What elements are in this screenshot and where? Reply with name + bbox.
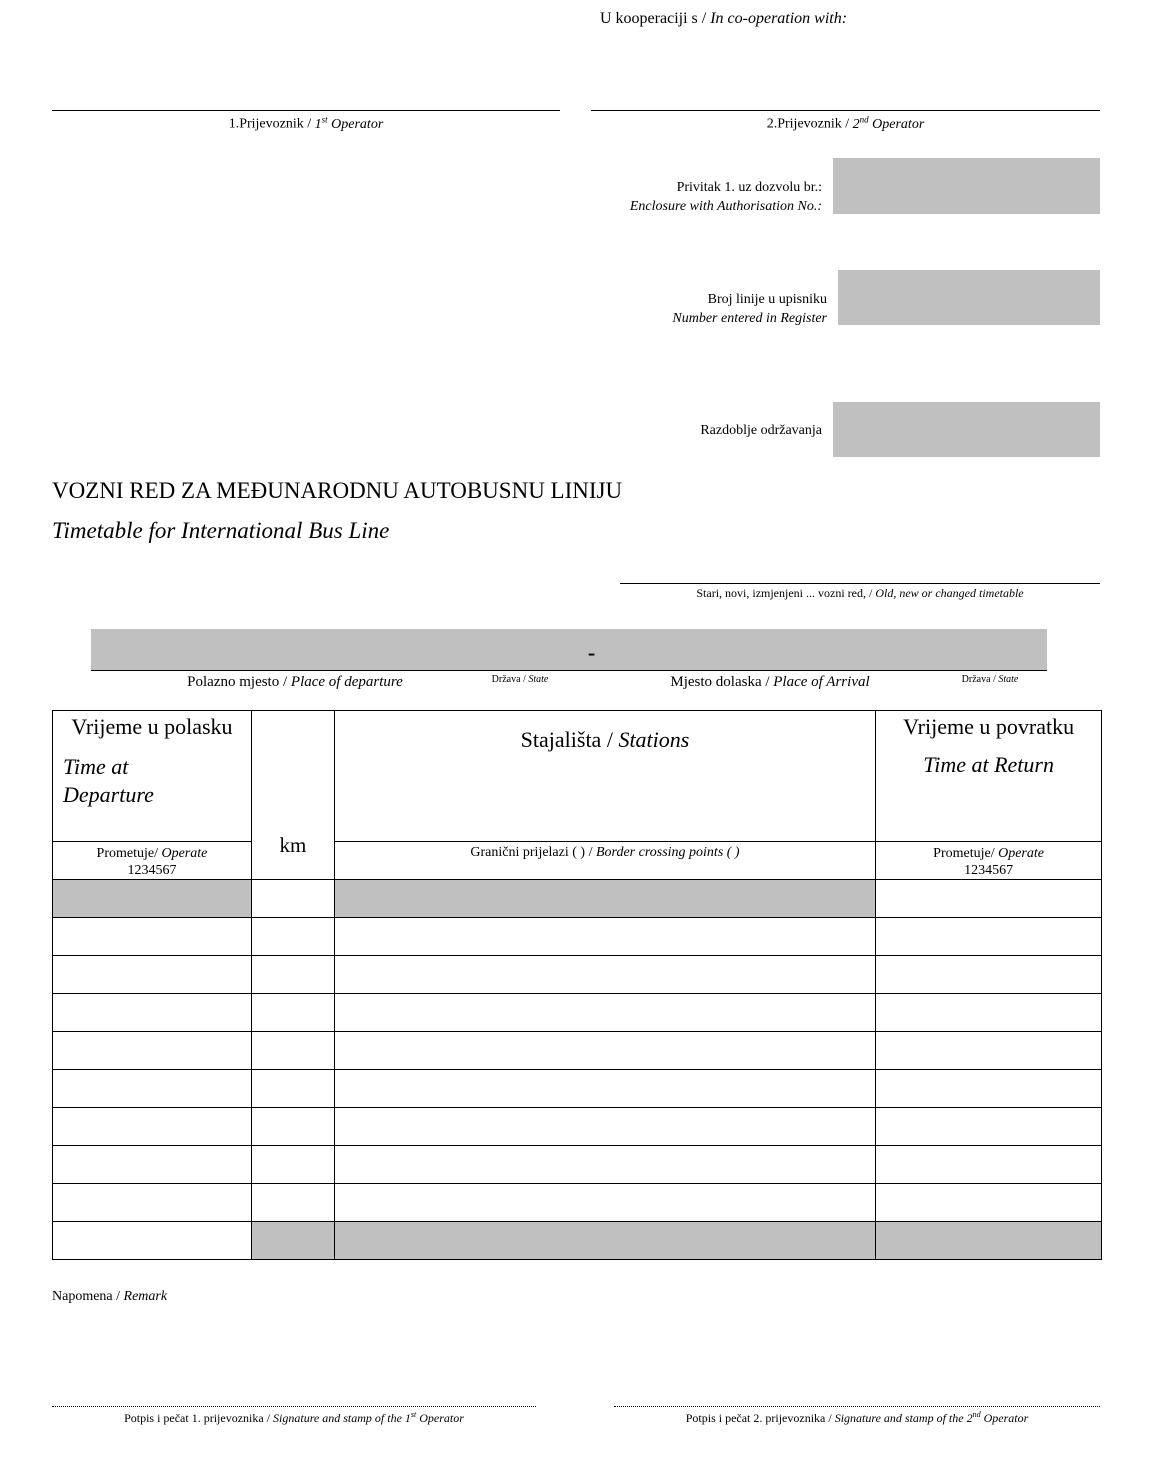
register-hr: Broj linije u upisniku xyxy=(707,292,827,307)
arrival-input[interactable] xyxy=(609,629,1047,670)
s1-en-b: Operator xyxy=(416,1411,464,1425)
departure-time-cell[interactable] xyxy=(53,956,252,994)
operator1-line xyxy=(52,110,560,111)
return-header xyxy=(876,711,1102,842)
station-cell[interactable] xyxy=(334,956,875,994)
return-time-cell[interactable] xyxy=(876,1108,1102,1146)
station-cell[interactable] xyxy=(334,1222,875,1260)
page-title: VOZNI RED ZA MEĐUNARODNU AUTOBUSNU LINIJU xyxy=(52,478,623,503)
state1-caption xyxy=(470,674,570,685)
op1-num: 1 xyxy=(314,116,322,132)
s2-en: Signature and stamp of the 2 xyxy=(834,1411,973,1425)
dep-header-en: Time at Departure xyxy=(63,754,154,807)
st2-hr: Država / xyxy=(961,674,999,685)
arrival-caption xyxy=(625,674,915,691)
st1-hr: Država / xyxy=(491,674,529,685)
remark-label xyxy=(52,1289,167,1305)
table-row xyxy=(53,1184,1102,1222)
enclosure-en: Enclosure with Authorisation No.: xyxy=(629,199,822,214)
header-row xyxy=(53,711,1102,842)
op2-days: 1234567 xyxy=(964,863,1014,878)
operator2-line xyxy=(591,110,1100,111)
departure-time-cell[interactable] xyxy=(53,1184,252,1222)
km-header: km xyxy=(251,711,334,880)
timetable-table xyxy=(52,710,1102,1260)
stations-hr: Stajališta / xyxy=(520,727,619,752)
signature2-line[interactable] xyxy=(614,1406,1100,1407)
op2-en: Operator xyxy=(868,116,925,132)
state2-caption xyxy=(940,674,1040,685)
departure-input[interactable] xyxy=(91,629,574,670)
operator2-caption xyxy=(591,114,1100,133)
page-subtitle: Timetable for International Bus Line xyxy=(52,518,390,543)
dep-header-hr: Vrijeme u polasku xyxy=(71,714,233,739)
op-hr: Prometuje/ xyxy=(96,846,162,861)
station-cell[interactable] xyxy=(334,1146,875,1184)
station-cell[interactable] xyxy=(334,1032,875,1070)
departure-time-cell[interactable] xyxy=(53,1146,252,1184)
period-input[interactable] xyxy=(833,402,1100,457)
return-time-cell[interactable] xyxy=(876,1032,1102,1070)
return-time-cell[interactable] xyxy=(876,880,1102,918)
table-row xyxy=(53,1070,1102,1108)
op1-hr: 1.Prijevoznik / xyxy=(228,116,315,132)
dep-operate xyxy=(53,842,252,880)
s2-sup: nd xyxy=(972,1410,981,1419)
departure-header xyxy=(53,711,252,842)
table-row xyxy=(53,1146,1102,1184)
departure-time-cell[interactable] xyxy=(53,918,252,956)
km-cell[interactable] xyxy=(251,1146,334,1184)
s2-en-b: Operator xyxy=(980,1411,1029,1425)
stations-header xyxy=(334,711,875,842)
departure-caption xyxy=(150,674,440,691)
departure-time-cell[interactable] xyxy=(53,880,252,918)
timetable-type-line[interactable] xyxy=(620,583,1100,584)
op1-en: Operator xyxy=(327,116,384,132)
op2-sup: nd xyxy=(859,114,869,124)
km-cell[interactable] xyxy=(251,918,334,956)
remark-en: Remark xyxy=(123,1289,168,1304)
register-en: Number entered in Register xyxy=(672,311,827,326)
op2-hr: 2.Prijevoznik / xyxy=(766,116,853,132)
enclosure-label xyxy=(560,178,822,216)
op2-num: 2 xyxy=(852,116,860,132)
km-cell[interactable] xyxy=(251,1032,334,1070)
s1-en: Signature and stamp of the 1 xyxy=(273,1411,411,1425)
register-label xyxy=(560,290,827,328)
km-cell[interactable] xyxy=(251,994,334,1032)
operator1-caption xyxy=(52,114,560,133)
km-cell[interactable] xyxy=(251,1184,334,1222)
km-cell[interactable] xyxy=(251,1070,334,1108)
dep-hr: Polazno mjesto / xyxy=(187,674,291,690)
enclosure-input[interactable] xyxy=(833,158,1100,214)
op2-hr: Prometuje/ xyxy=(933,846,999,861)
station-cell[interactable] xyxy=(334,1184,875,1222)
departure-time-cell[interactable] xyxy=(53,994,252,1032)
station-cell[interactable] xyxy=(334,880,875,918)
border-crossing xyxy=(334,842,875,880)
s1-hr: Potpis i pečat 1. prijevoznika / xyxy=(124,1411,274,1425)
s1-sup: st xyxy=(410,1410,417,1419)
km-cell[interactable] xyxy=(251,956,334,994)
departure-time-cell[interactable] xyxy=(53,1070,252,1108)
border-en: Border crossing points ( ) xyxy=(595,845,740,860)
departure-time-cell[interactable] xyxy=(53,1032,252,1070)
op2-en: Operate xyxy=(998,846,1044,861)
table-row xyxy=(53,1222,1102,1260)
s2-hr: Potpis i pečat 2. prijevoznika / xyxy=(685,1411,835,1425)
station-cell[interactable] xyxy=(334,918,875,956)
subheader-row xyxy=(53,842,1102,880)
station-cell[interactable] xyxy=(334,994,875,1032)
stations-en: Stations xyxy=(618,727,690,752)
km-cell[interactable] xyxy=(251,880,334,918)
return-time-cell[interactable] xyxy=(876,1184,1102,1222)
km-cell[interactable] xyxy=(251,1222,334,1260)
route-dash: - xyxy=(574,629,609,670)
coop-hr: U kooperaciji s / xyxy=(600,10,711,27)
table-row xyxy=(53,994,1102,1032)
ret-operate xyxy=(876,842,1102,880)
signature1-caption xyxy=(52,1410,536,1426)
return-time-cell[interactable] xyxy=(876,1222,1102,1260)
op1-sup: st xyxy=(321,114,328,124)
table-row xyxy=(53,880,1102,918)
cooperation-label xyxy=(600,10,847,28)
st1-en: State xyxy=(528,674,549,685)
return-time-cell[interactable] xyxy=(876,1070,1102,1108)
table-row xyxy=(53,918,1102,956)
table-row xyxy=(53,1108,1102,1146)
op-days: 1234567 xyxy=(127,863,177,878)
arr-hr: Mjesto dolaska / xyxy=(670,674,774,690)
km-cell[interactable] xyxy=(251,1108,334,1146)
return-time-cell[interactable] xyxy=(876,1146,1102,1184)
enclosure-hr: Privitak 1. uz dozvolu br.: xyxy=(676,180,822,195)
signature2-caption xyxy=(614,1410,1100,1426)
tt-en: Old, new or changed timetable xyxy=(875,586,1024,600)
timetable-type-caption xyxy=(620,586,1100,601)
station-cell[interactable] xyxy=(334,1108,875,1146)
border-hr: Granični prijelazi ( ) / xyxy=(470,845,596,860)
op-en: Operate xyxy=(161,846,208,861)
return-time-cell[interactable] xyxy=(876,956,1102,994)
ret-header-hr: Vrijeme u povratku xyxy=(903,714,1075,739)
return-time-cell[interactable] xyxy=(876,994,1102,1032)
dep-en: Place of departure xyxy=(290,674,403,690)
st2-en: State xyxy=(998,674,1019,685)
departure-time-cell[interactable] xyxy=(53,1108,252,1146)
register-input[interactable] xyxy=(838,270,1100,325)
signature1-line[interactable] xyxy=(52,1406,536,1407)
tt-hr: Stari, novi, izmjenjeni ... vozni red, / xyxy=(696,586,876,600)
table-row xyxy=(53,956,1102,994)
ret-header-en: Time at Return xyxy=(923,752,1054,777)
remark-hr: Napomena / xyxy=(52,1289,124,1304)
station-cell[interactable] xyxy=(334,1070,875,1108)
period-label: Razdoblje održavanja xyxy=(700,423,822,438)
table-row xyxy=(53,1032,1102,1070)
route-line xyxy=(91,670,1047,671)
arr-en: Place of Arrival xyxy=(773,674,870,690)
departure-time-cell[interactable] xyxy=(53,1222,252,1260)
coop-en: In co-operation with: xyxy=(710,10,848,27)
return-time-cell[interactable] xyxy=(876,918,1102,956)
